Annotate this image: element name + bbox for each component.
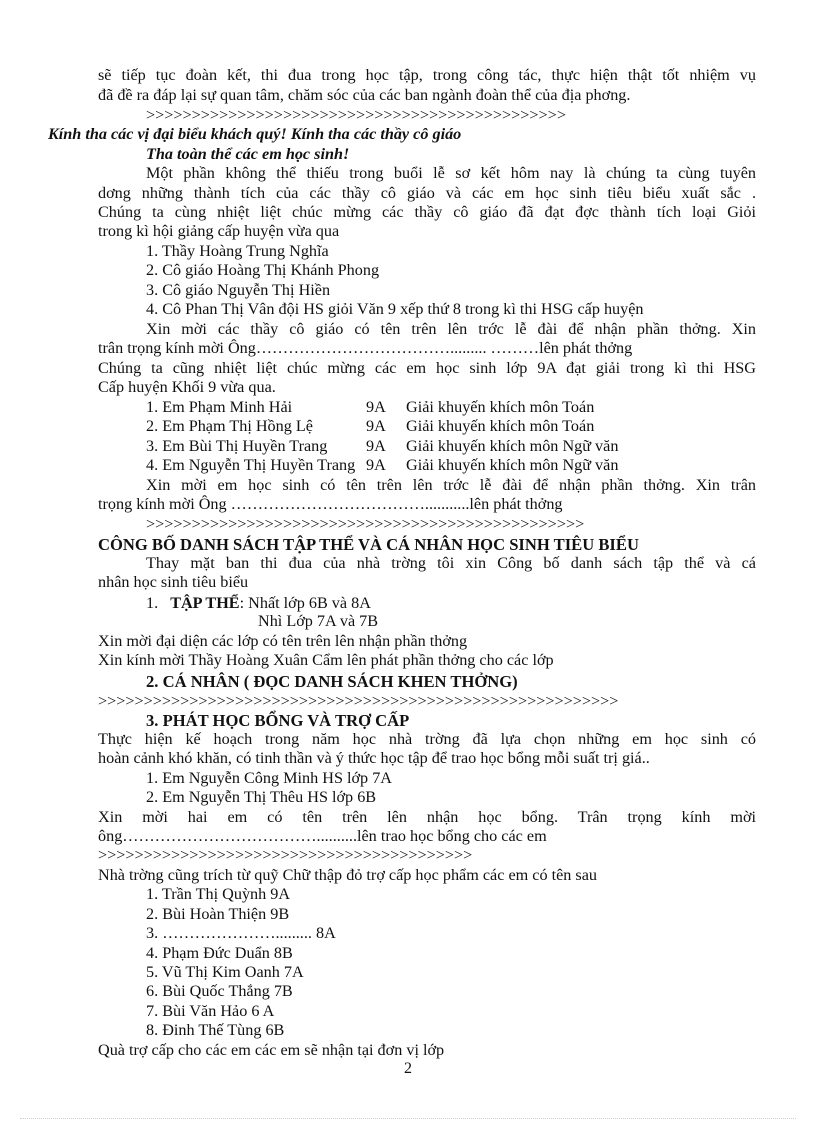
student-class: 9A: [366, 456, 386, 474]
student-award: Giải khuyến khích môn Ngữ văn: [406, 437, 619, 455]
student-name: 4. Em Nguyễn Thị Huyền Trang: [146, 456, 356, 474]
collective-title: TẬP THỂ: [170, 594, 240, 612]
collective-first: : Nhất lớp 6B và 8A: [239, 594, 371, 612]
redcross-item: 8. Đinh Thế Tùng 6B: [146, 1021, 285, 1039]
footer-divider: [20, 1118, 796, 1119]
greeting-line-2: Tha toàn thể các em học sinh!: [146, 145, 350, 163]
redcross-item: 3. …………………......... 8A: [146, 924, 336, 942]
invite1-line-2: trân trọng kính mời Ông………………………………......... ………lên phát thởng: [98, 339, 633, 357]
scholarship-item: 1. Em Nguyễn Công Minh HS lớp 7A: [146, 769, 392, 787]
redcross-item: 7. Bùi Văn Hảo 6 A: [146, 1002, 275, 1020]
separator: >>>>>>>>>>>>>>>>>>>>>>>>>>>>>>>>>>>>>>>>>>>>>>: [146, 106, 566, 124]
invite2-line-1: Xin mời em học sinh có tên trên lên trớc lễ đài để nhận phần thởng. Xin trân: [146, 476, 756, 494]
scholarship-item: 2. Em Nguyễn Thị Thêu HS lớp 6B: [146, 788, 377, 806]
teacher-list-item: 1. Thầy Hoàng Trung Nghĩa: [146, 242, 329, 260]
student-row: [146, 417, 595, 437]
redcross-intro: Nhà trờng cũng trích từ quỹ Chữ thập đỏ trợ cấp học phẩm các em có tên sau: [98, 866, 598, 884]
individual-heading: 2. CÁ NHÂN ( ĐỌC DANH SÁCH KHEN THỞNG): [146, 672, 518, 691]
scholarship-invite-2: ông………………………………..........lên trao học bổng cho các em: [98, 827, 547, 845]
para1-line-2: dơng những thành tích của các thầy cô giáo và các em học sinh tiêu biểu xuất sắc .: [98, 184, 756, 202]
collective-second: Nhì Lớp 7A và 7B: [258, 612, 379, 630]
separator: >>>>>>>>>>>>>>>>>>>>>>>>>>>>>>>>>>>>>>>>>: [98, 846, 473, 864]
announce-line-2: nhân học sinh tiêu biểu: [98, 573, 249, 591]
redcross-item: 5. Vũ Thị Kim Oanh 7A: [146, 963, 304, 981]
student-name: 3. Em Bùi Thị Huyền Trang: [146, 437, 328, 455]
scholarship-heading: 3. PHÁT HỌC BỔNG VÀ TRỢ CẤP: [146, 711, 410, 730]
student-row: [146, 437, 619, 457]
student-class: 9A: [366, 417, 386, 435]
student-class: 9A: [366, 398, 386, 416]
scholarship-line-2: hoàn cảnh khó khăn, có tinh thần và ý thức học tập để trao học bổng mỗi suất trị giá..: [98, 749, 650, 767]
student-row: [146, 456, 619, 476]
redcross-item: 1. Trần Thị Quỳnh 9A: [146, 885, 291, 903]
intro-line-2: đã đề ra đáp lại sự quan tâm, chăm sóc của các ban ngành đoàn thể của địa phơng.: [98, 86, 631, 104]
student-name: 1. Em Phạm Minh Hải: [146, 398, 293, 416]
collective-invite-1: Xin mời đại diện các lớp có tên trên lên nhận phần thởng: [98, 632, 468, 650]
teacher-list-item: 2. Cô giáo Hoàng Thị Khánh Phong: [146, 261, 380, 279]
invite1-line-1: Xin mời các thầy cô giáo có tên trên lên trớc lễ đài để nhận phần thởng. Xin: [146, 320, 756, 338]
student-award: Giải khuyến khích môn Ngữ văn: [406, 456, 619, 474]
invite2-line-2: trọng kính mời Ông ………………………………...........lên phát thởng: [98, 495, 563, 513]
redcross-item: 4. Phạm Đức Duẩn 8B: [146, 944, 293, 962]
separator: >>>>>>>>>>>>>>>>>>>>>>>>>>>>>>>>>>>>>>>>>>>>>>>>>>>>>>>>>: [98, 692, 619, 710]
para2-line-2: Cấp huyện Khối 9 vừa qua.: [98, 378, 276, 396]
announce-line-1: Thay mặt ban thi đua của nhà trờng tôi xin Công bố danh sách tập thể và cá: [146, 554, 756, 572]
intro-line-1: sẽ tiếp tục đoàn kết, thi đua trong học tập, trong công tác, thực hiện thật tốt nhiệm vụ: [98, 66, 756, 84]
student-award: Giải khuyến khích môn Toán: [406, 398, 595, 416]
para2-line-1: Chúng ta cũng nhiệt liệt chúc mừng các em học sinh lớp 9A đạt giải trong kì thi HSG: [98, 359, 756, 377]
collective-number: 1.: [146, 594, 159, 612]
para1-line-1: Một phần không thể thiếu trong buổi lễ sơ kết hôm nay là chúng ta cùng tuyên: [146, 164, 756, 182]
collective-invite-2: Xin kính mời Thầy Hoàng Xuân Cẩm lên phát phần thởng cho các lớp: [98, 651, 554, 669]
student-award: Giải khuyến khích môn Toán: [406, 417, 595, 435]
collective-row: [146, 594, 371, 614]
teacher-list-item: 4. Cô Phan Thị Vân đội HS giỏi Văn 9 xếp thứ 8 trong kì thi HSG cấp huyện: [146, 300, 644, 318]
redcross-item: 6. Bùi Quốc Thắng 7B: [146, 982, 293, 1000]
student-class: 9A: [366, 437, 386, 455]
student-name: 2. Em Phạm Thị Hồng Lệ: [146, 417, 313, 435]
para1-line-3: Chúng ta cùng nhiệt liệt chúc mừng các thầy cô giáo đã đạt đợc thành tích loại Giỏi: [98, 203, 756, 221]
section-heading: CÔNG BỐ DANH SÁCH TẬP THỂ VÀ CÁ NHÂN HỌC SINH TIÊU BIỂU: [98, 535, 639, 554]
scholarship-invite-1: Xin mời hai em có tên trên lên nhận học bổng. Trân trọng kính mời: [98, 808, 756, 826]
redcross-item: 2. Bùi Hoàn Thiện 9B: [146, 905, 290, 923]
separator: >>>>>>>>>>>>>>>>>>>>>>>>>>>>>>>>>>>>>>>>>>>>>>>>: [146, 515, 585, 533]
redcross-closing: Quà trợ cấp cho các em các em sẽ nhận tại đơn vị lớp: [98, 1041, 445, 1059]
student-row: [146, 398, 595, 418]
page-number: 2: [404, 1060, 412, 1077]
teacher-list-item: 3. Cô giáo Nguyễn Thị Hiền: [146, 281, 331, 299]
greeting-line-1: Kính tha các vị đại biểu khách quý! Kính tha các thầy cô giáo: [48, 125, 462, 143]
scholarship-line-1: Thực hiện kế hoạch trong năm học nhà trờng đã lựa chọn những em học sinh có: [98, 730, 756, 748]
para1-line-4: trong kì hội giảng cấp huyện vừa qua: [98, 222, 340, 240]
